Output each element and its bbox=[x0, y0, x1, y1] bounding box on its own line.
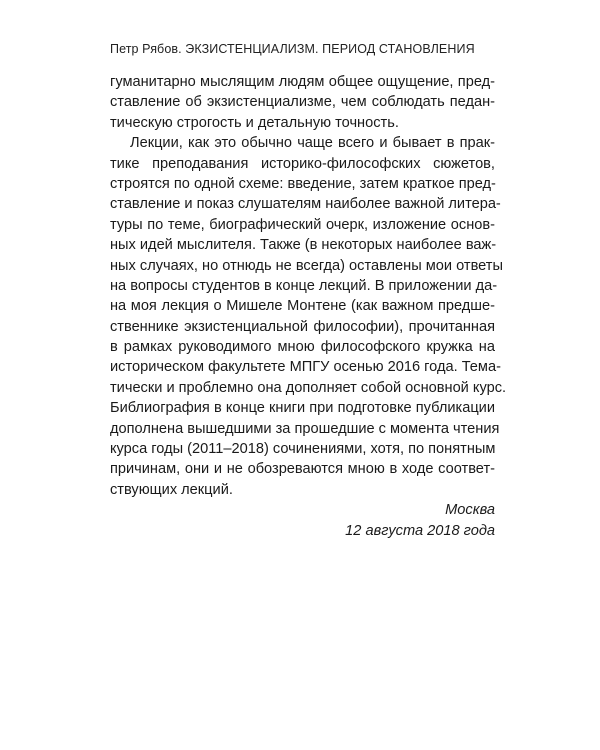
text-line: тике преподавания историко-философских сюжетов, bbox=[110, 155, 495, 172]
text-line: ставление об экзистенциализме, чем соблюдать педан- bbox=[110, 94, 495, 111]
text-line: дополнена вышедшими за прошедшие с момента чтения bbox=[110, 420, 500, 437]
text-line: строятся по одной схеме: введение, затем краткое пред- bbox=[110, 175, 496, 192]
text-line: ствующих лекций. bbox=[110, 481, 233, 498]
body-text bbox=[110, 72, 507, 541]
text-line: причинам, они и не обозреваются мною в ходе соответ- bbox=[110, 461, 495, 478]
paragraph-1 bbox=[110, 72, 495, 133]
text-line: туры по теме, биографический очерк, изложение основ- bbox=[110, 216, 495, 233]
text-line: ставление и показ слушателям наиболее важной литера- bbox=[110, 196, 501, 213]
text-line: ных случаях, но отнюдь не всегда) оставлены мои ответы bbox=[110, 257, 503, 274]
text-line: ственнике экзистенциальной философии), прочитанная bbox=[110, 318, 495, 335]
paragraph-2 bbox=[110, 133, 507, 500]
text-line: гуманитарно мыслящим людям общее ощущение, пред- bbox=[110, 74, 495, 90]
text-line: в рамках руководимого мною философского кружка на bbox=[110, 339, 495, 356]
text-line: Библиография в конце книги при подготовке публикации bbox=[110, 400, 495, 417]
signature-block bbox=[110, 500, 495, 541]
signature-place: Москва bbox=[445, 502, 495, 519]
text-line: Лекции, как это обычно чаще всего и бывает в прак- bbox=[130, 135, 495, 152]
text-line: тическую строгость и детальную точность. bbox=[110, 114, 399, 131]
text-line: тически и проблемно она дополняет собой основной курс. bbox=[110, 379, 507, 396]
text-line: курса годы (2011–2018) сочинениями, хотя, по понятным bbox=[110, 441, 496, 458]
text-line: на вопросы студентов в конце лекций. В приложении да- bbox=[110, 277, 498, 294]
text-line: ных идей мыслителя. Также (в некоторых наиболее важ- bbox=[110, 237, 497, 254]
text-line: на моя лекция о Мишеле Монтене (как важном предше- bbox=[110, 298, 495, 315]
running-head: Петр Рябов. ЭКЗИСТЕНЦИАЛИЗМ. ПЕРИОД СТАНОВЛЕНИЯ bbox=[110, 42, 475, 56]
text-line: историческом факультете МПГУ осенью 2016 года. Тема- bbox=[110, 359, 501, 376]
signature-date: 12 августа 2018 года bbox=[345, 522, 495, 539]
